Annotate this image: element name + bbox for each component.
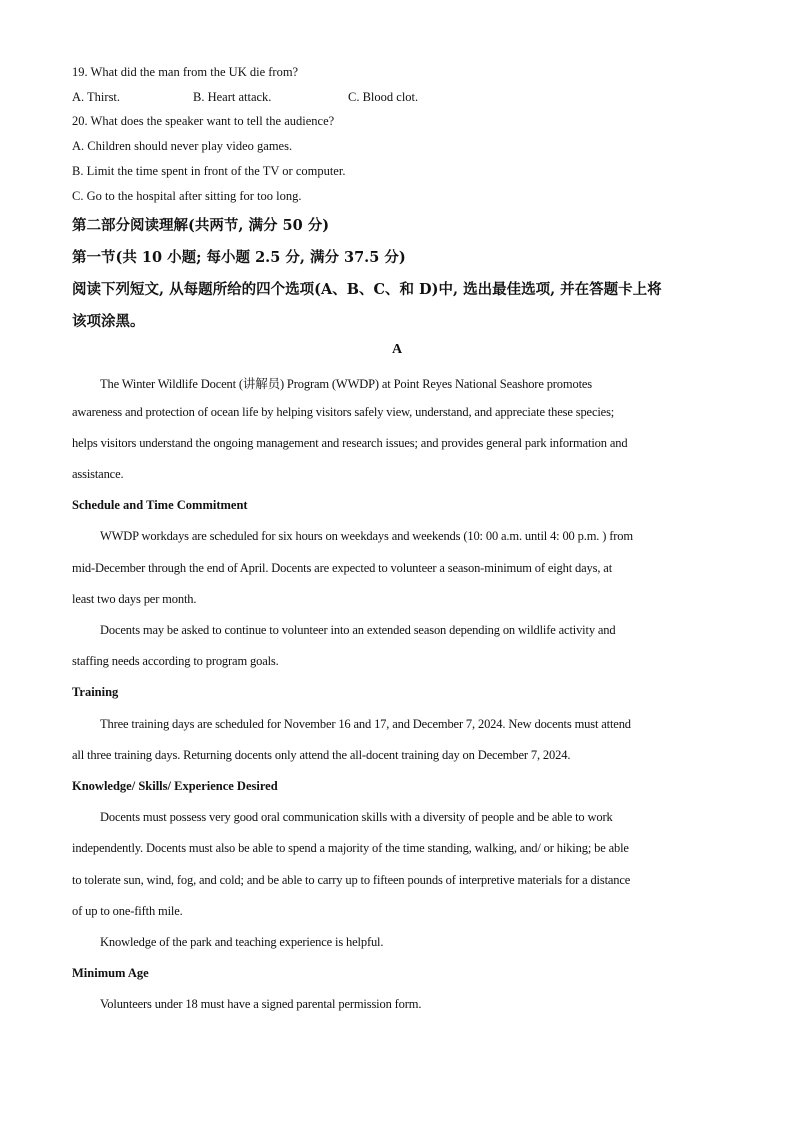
passage-label: A [391, 342, 403, 357]
q19-option-a: A. Thirst. [72, 90, 121, 104]
instruction-line-1: 阅读下列短文, 从每题所给的四个选项(A、B、C、和 D)中, 选出最佳选项, 并在答题卡上将 [72, 281, 662, 298]
knowledge-line: to tolerate sun, wind, fog, and cold; and be able to carry up to fifteen pounds of interpretive materials for a distance [72, 873, 631, 887]
training-heading: Training [72, 685, 119, 699]
section-subtitle: 第一节(共 10 小题; 每小题 2.5 分, 满分 37.5 分) [72, 249, 406, 266]
intro-line: awareness and protection of ocean life by helping visitors safely view, understand, and appreciate these species; [72, 405, 615, 419]
age-line: Volunteers under 18 must have a signed parental permission form. [100, 997, 422, 1011]
age-heading: Minimum Age [72, 966, 149, 980]
knowledge-line: of up to one-fifth mile. [72, 904, 183, 918]
intro-line: helps visitors understand the ongoing management and research issues; and provides general park information and [72, 436, 628, 450]
schedule-line: Docents may be asked to continue to volunteer into an extended season depending on wildlife activity and [100, 623, 616, 637]
knowledge-heading: Knowledge/ Skills/ Experience Desired [72, 779, 278, 793]
schedule-line: WWDP workdays are scheduled for six hours on weekdays and weekends (10: 00 a.m. until 4: 00 p.m. ) from [100, 529, 633, 543]
schedule-line: least two days per month. [72, 592, 197, 606]
intro-line: assistance. [72, 467, 124, 481]
knowledge-line: independently. Docents must also be able to spend a majority of the time standing, walking, and/ or hiking; be able [72, 841, 629, 855]
q19-option-b: B. Heart attack. [193, 90, 272, 104]
instruction-line-2: 该项涂黑。 [72, 313, 145, 330]
schedule-line: staffing needs according to program goals. [72, 654, 279, 668]
schedule-heading: Schedule and Time Commitment [72, 498, 248, 512]
q19-option-c: C. Blood clot. [348, 90, 419, 104]
knowledge-line: Docents must possess very good oral communication skills with a diversity of people and be able to work [100, 810, 613, 824]
q20-option-b: B. Limit the time spent in front of the TV or computer. [72, 164, 346, 178]
knowledge-line: Knowledge of the park and teaching experience is helpful. [100, 935, 384, 949]
q20-option-c: C. Go to the hospital after sitting for too long. [72, 189, 302, 203]
question-20: 20. What does the speaker want to tell the audience? [72, 114, 335, 128]
question-19: 19. What did the man from the UK die from? [72, 65, 299, 79]
training-line: Three training days are scheduled for November 16 and 17, and December 7, 2024. New docents must attend [100, 717, 631, 731]
part-title: 第二部分阅读理解(共两节, 满分 50 分) [72, 217, 330, 234]
q20-option-a: A. Children should never play video games. [72, 139, 293, 153]
intro-line: The Winter Wildlife Docent (讲解员) Program (WWDP) at Point Reyes National Seashore promotes [100, 377, 593, 391]
schedule-line: mid-December through the end of April. Docents are expected to volunteer a season-minimum of eight days, at [72, 561, 613, 575]
training-line: all three training days. Returning docents only attend the all-docent training day on December 7, 2024. [72, 748, 571, 762]
